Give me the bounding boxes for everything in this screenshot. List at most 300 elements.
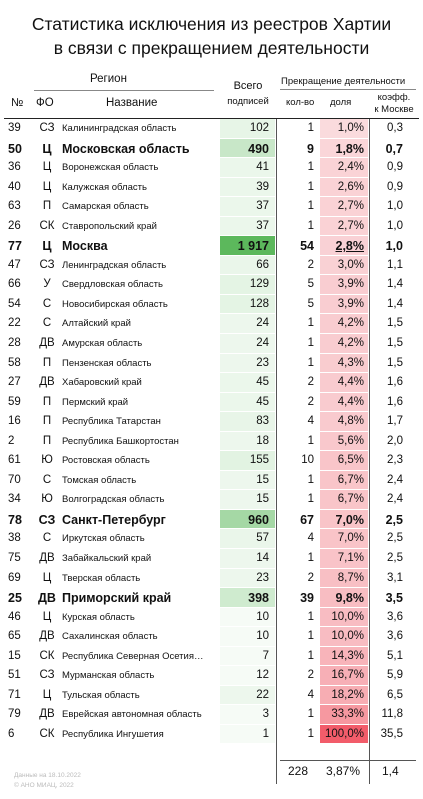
termination-share-cell-value: 100,0% — [324, 727, 364, 740]
termination-share-cell-value: 7,1% — [337, 552, 364, 565]
termination-share-cell — [320, 569, 368, 588]
coef-vs-moscow-cell-value: 3,6 — [387, 610, 403, 623]
table-row — [0, 451, 423, 471]
region-name: Москва — [62, 239, 108, 254]
name-header: Название — [106, 97, 158, 109]
termination-share-cell-value: 16,7% — [331, 669, 364, 682]
federal-district: ДВ — [39, 376, 55, 389]
table-row — [0, 354, 423, 374]
total-signatures-cell-value: 128 — [249, 297, 269, 310]
termination-share-cell — [320, 549, 368, 568]
total-signatures-cell — [220, 178, 275, 197]
region-name: Свердловская область — [62, 279, 163, 291]
total-signatures-cell — [220, 119, 275, 138]
table-row — [0, 490, 423, 510]
federal-district: ДВ — [38, 591, 56, 606]
total-signatures-cell-value: 1 — [262, 727, 269, 740]
termination-share-cell — [320, 334, 368, 353]
total-signatures-cell — [220, 608, 275, 627]
coef-vs-moscow-cell-value: 1,6 — [387, 395, 403, 408]
region-name: Тверская область — [62, 572, 141, 584]
total-signatures-cell-value: 39 — [256, 180, 269, 193]
total-signatures-cell-value: 23 — [256, 571, 269, 584]
total-signatures-cell — [220, 490, 275, 509]
region-name: Волгоградская область — [62, 494, 165, 506]
termination-share-cell-value: 18,2% — [331, 688, 364, 701]
table-row — [0, 529, 423, 549]
table-row — [0, 295, 423, 315]
termination-share-cell-value: 2,7% — [337, 200, 364, 213]
total-signatures-cell — [220, 569, 275, 588]
table-row — [0, 549, 423, 569]
termination-share-cell — [320, 451, 368, 470]
count-header: кол-во — [286, 97, 315, 108]
coef-vs-moscow-cell-value: 6,5 — [387, 688, 403, 701]
region-name: Московская область — [62, 141, 190, 156]
region-name: Амурская область — [62, 338, 143, 350]
region-name: Калининградская область — [62, 123, 177, 134]
federal-district: СЗ — [39, 122, 55, 134]
region-number: 16 — [8, 415, 21, 428]
federal-district: Ц — [42, 610, 52, 623]
coef-vs-moscow-cell-value: 0,9 — [387, 180, 403, 193]
region-number: 47 — [8, 258, 21, 271]
region-name: Калужская область — [62, 181, 147, 193]
total-signatures-cell-value: 57 — [256, 532, 269, 545]
coef-vs-moscow-cell-value: 0,9 — [387, 161, 403, 174]
region-name: Новосибирская область — [62, 298, 168, 310]
federal-district: ДВ — [39, 337, 55, 350]
region-name: Мурманская область — [62, 670, 155, 682]
total-signatures-cell — [220, 197, 275, 216]
region-name: Тульская область — [62, 689, 140, 701]
termination-share-cell — [320, 510, 368, 529]
termination-share-cell-value: 8,7% — [337, 571, 364, 584]
table-row — [0, 373, 423, 393]
column-separator — [276, 119, 277, 784]
total-signatures-cell — [220, 334, 275, 353]
region-name: Республика Башкортостан — [62, 435, 179, 447]
total-signatures-cell-value: 1 917 — [237, 239, 269, 254]
share-header: доля — [330, 97, 352, 108]
region-number: 46 — [8, 610, 21, 623]
coef-vs-moscow-cell-value: 35,5 — [380, 727, 403, 740]
total-signatures-cell-value: 3 — [262, 708, 269, 721]
region-number: 51 — [8, 669, 21, 682]
termination-count-cell-value: 67 — [300, 512, 314, 527]
region-name: Республика Ингушетия — [62, 728, 164, 740]
region-name: Ростовская область — [62, 455, 150, 467]
coef-vs-moscow-cell-value: 2,5 — [385, 512, 403, 527]
coef-vs-moscow-cell-value: 2,3 — [387, 454, 403, 467]
termination-share-cell — [320, 178, 368, 197]
table-row — [0, 275, 423, 295]
region-number: 26 — [8, 219, 21, 232]
termination-count-cell-value: 1 — [307, 180, 314, 193]
total-signatures-cell — [220, 666, 275, 685]
total-signatures-cell-value: 155 — [249, 454, 269, 467]
region-number: 70 — [8, 473, 21, 486]
table-row — [0, 725, 423, 745]
copyright-note: © АНО МИАЦ, 2022 — [14, 782, 74, 789]
region-name: Забайкальский край — [62, 553, 152, 565]
region-name: Воронежская область — [62, 162, 159, 174]
coef-vs-moscow-cell-value: 1,6 — [387, 376, 403, 389]
total-signatures-cell — [220, 627, 275, 646]
termination-share-cell — [320, 197, 368, 216]
table-row — [0, 686, 423, 706]
total-count: 228 — [288, 764, 309, 778]
termination-count-cell-value: 1 — [307, 493, 314, 506]
total-signatures-cell — [220, 275, 275, 294]
termination-share-cell-value: 5,6% — [337, 434, 364, 447]
coef-vs-moscow-cell-value: 0,3 — [387, 122, 403, 134]
coef-vs-moscow-cell-value: 2,4 — [387, 493, 403, 506]
termination-count-cell-value: 39 — [300, 591, 314, 606]
termination-share-cell — [320, 373, 368, 392]
federal-district: С — [42, 297, 52, 310]
total-coef: 1,4 — [382, 764, 399, 778]
table-row — [0, 217, 423, 237]
table-row — [0, 647, 423, 667]
coef-header-line1: коэфф. — [377, 92, 411, 103]
termination-share-cell-value: 6,7% — [337, 493, 364, 506]
region-group-header: Регион — [90, 73, 127, 85]
table-row — [0, 139, 423, 159]
total-signatures-cell — [220, 529, 275, 548]
total-signatures-cell-value: 10 — [256, 630, 269, 643]
region-number: 79 — [8, 708, 21, 721]
coef-vs-moscow-cell-value: 2,5 — [387, 532, 403, 545]
termination-count-cell-value: 2 — [307, 258, 314, 271]
region-number: 40 — [8, 180, 21, 193]
termination-share-cell-value: 6,5% — [337, 454, 364, 467]
termination-count-cell-value: 1 — [307, 317, 314, 330]
total-signatures-cell — [220, 412, 275, 431]
region-name: Приморский край — [62, 591, 172, 606]
total-signatures-cell — [220, 373, 275, 392]
table-row — [0, 510, 423, 530]
termination-share-cell — [320, 139, 368, 158]
federal-district: СК — [39, 219, 55, 232]
termination-share-cell — [320, 158, 368, 177]
termination-count-cell-value: 2 — [307, 669, 314, 682]
total-signatures-cell — [220, 510, 275, 529]
table-row — [0, 588, 423, 608]
total-signatures-cell-value: 102 — [249, 122, 269, 134]
termination-share-cell-value: 2,6% — [337, 180, 364, 193]
region-number: 2 — [8, 434, 15, 447]
total-signatures-cell-value: 14 — [256, 552, 269, 565]
region-name: Республика Татарстан — [62, 416, 161, 428]
fo-header: ФО — [36, 97, 54, 109]
region-name: Ставропольский край — [62, 220, 157, 232]
termination-share-cell — [320, 314, 368, 333]
total-signatures-cell-value: 15 — [256, 473, 269, 486]
termination-share-cell — [320, 393, 368, 412]
federal-district: С — [42, 317, 52, 330]
termination-count-cell-value: 1 — [307, 337, 314, 350]
table-row — [0, 608, 423, 628]
table-row — [0, 705, 423, 725]
coef-vs-moscow-cell-value: 3,6 — [387, 630, 403, 643]
region-name: Хабаровский край — [62, 377, 142, 389]
termination-share-cell — [320, 256, 368, 275]
table-row — [0, 393, 423, 413]
coef-vs-moscow-cell-value: 1,5 — [387, 356, 403, 369]
termination-share-cell-value: 2,7% — [337, 219, 364, 232]
total-signatures-cell — [220, 354, 275, 373]
total-share: 3,87% — [326, 764, 361, 778]
termination-share-cell — [320, 705, 368, 724]
region-number: 38 — [8, 532, 21, 545]
total-signatures-cell-value: 37 — [256, 200, 269, 213]
termination-share-cell — [320, 432, 368, 451]
total-signatures-cell-value: 45 — [256, 395, 269, 408]
termination-count-cell-value: 4 — [307, 532, 314, 545]
termination-share-cell — [320, 471, 368, 490]
region-name: Сахалинская область — [62, 631, 158, 643]
region-number: 66 — [8, 278, 21, 291]
termination-count-cell-value: 1 — [307, 552, 314, 565]
federal-district: С — [42, 532, 52, 545]
termination-count-cell-value: 1 — [307, 708, 314, 721]
termination-share-cell-value: 4,8% — [337, 415, 364, 428]
total-signatures-cell-value: 490 — [248, 141, 269, 156]
coef-vs-moscow-cell-value: 3,1 — [387, 571, 403, 584]
termination-share-cell-value: 6,7% — [337, 473, 364, 486]
region-name: Самарская область — [62, 201, 149, 213]
coef-vs-moscow-cell-value: 1,5 — [387, 337, 403, 350]
region-number: 15 — [8, 649, 21, 662]
federal-district: Ц — [42, 239, 52, 254]
termination-count-cell-value: 5 — [307, 297, 314, 310]
table-row — [0, 256, 423, 276]
termination-share-cell-value: 10,0% — [331, 630, 364, 643]
region-number: 27 — [8, 376, 21, 389]
termination-share-cell-value: 3,9% — [337, 278, 364, 291]
region-number: 25 — [8, 591, 22, 606]
table-row — [0, 236, 423, 256]
termination-share-cell — [320, 666, 368, 685]
total-signatures-cell — [220, 686, 275, 705]
coef-vs-moscow-cell-value: 1,5 — [387, 317, 403, 330]
termination-count-cell-value: 9 — [307, 141, 314, 156]
region-number: 36 — [8, 161, 21, 174]
total-signatures-cell — [220, 393, 275, 412]
termination-share-cell — [320, 217, 368, 236]
federal-district: ДВ — [39, 708, 55, 721]
total-signatures-cell — [220, 647, 275, 666]
termination-count-cell-value: 2 — [307, 395, 314, 408]
data-date-note: Данные на 18.10.2022 — [14, 772, 81, 779]
federal-district: П — [42, 434, 52, 447]
region-group-line — [34, 90, 214, 91]
termination-count-cell-value: 4 — [307, 688, 314, 701]
termination-share-cell — [320, 529, 368, 548]
termination-share-cell-value: 3,0% — [337, 258, 364, 271]
total-signatures-cell-value: 37 — [256, 219, 269, 232]
termination-count-cell-value: 54 — [300, 239, 314, 254]
region-name: Санкт-Петербург — [62, 512, 166, 527]
coef-vs-moscow-cell-value: 1,1 — [387, 258, 403, 271]
coef-header-line2: к Москве — [374, 104, 414, 115]
table-row — [0, 334, 423, 354]
coef-vs-moscow-cell-value: 1,4 — [387, 297, 403, 310]
total-signatures-cell-value: 24 — [256, 317, 269, 330]
total-signatures-cell — [220, 256, 275, 275]
region-name: Еврейская автономная область — [62, 709, 202, 721]
total-signatures-cell — [220, 295, 275, 314]
region-name: Республика Северная Осетия… — [62, 650, 204, 662]
termination-count-cell-value: 1 — [307, 434, 314, 447]
table-row — [0, 666, 423, 686]
termination-share-cell-value: 4,2% — [337, 337, 364, 350]
total-signatures-cell — [220, 471, 275, 490]
federal-district: С — [42, 473, 52, 486]
termination-share-cell-value: 10,0% — [331, 610, 364, 623]
termination-share-cell-value: 2,4% — [337, 161, 364, 174]
termination-share-cell — [320, 412, 368, 431]
coef-vs-moscow-cell-value: 0,7 — [385, 141, 403, 156]
coef-vs-moscow-cell-value: 1,4 — [387, 278, 403, 291]
coef-vs-moscow-cell-value: 2,5 — [387, 552, 403, 565]
total-signatures-cell-value: 12 — [256, 669, 269, 682]
termination-count-cell-value: 1 — [307, 219, 314, 232]
total-signatures-cell-value: 83 — [256, 415, 269, 428]
termination-share-cell-value: 2,8% — [335, 239, 364, 254]
region-number: 22 — [8, 317, 21, 330]
federal-district: ДВ — [39, 630, 55, 643]
termination-share-cell-value: 7,0% — [335, 512, 364, 527]
termination-count-cell-value: 2 — [307, 571, 314, 584]
region-number: 69 — [8, 571, 21, 584]
title-line-1: Статистика исключения из реестров Хартии — [31, 14, 392, 34]
region-number: 39 — [8, 122, 21, 134]
region-number: 61 — [8, 454, 21, 467]
region-number: 78 — [8, 512, 22, 527]
table-row — [0, 314, 423, 334]
column-separator — [369, 119, 370, 784]
termination-count-cell-value: 1 — [307, 356, 314, 369]
total-header-line1: Всего — [233, 80, 263, 92]
total-header-line2: подписей — [227, 96, 269, 107]
federal-district: СЗ — [38, 512, 56, 527]
termination-share-cell — [320, 490, 368, 509]
table-body — [0, 119, 423, 745]
total-signatures-cell-value: 398 — [248, 591, 269, 606]
table-row — [0, 471, 423, 491]
federal-district: Ц — [42, 161, 52, 174]
termination-count-cell-value: 5 — [307, 278, 314, 291]
federal-district: П — [42, 395, 52, 408]
termination-share-cell — [320, 354, 368, 373]
termination-count-cell-value: 1 — [307, 200, 314, 213]
region-number: 77 — [8, 239, 22, 254]
termination-share-cell-value: 33,3% — [331, 708, 364, 721]
federal-district: П — [42, 356, 52, 369]
total-signatures-cell-value: 7 — [262, 649, 269, 662]
termination-share-cell-value: 1,0% — [337, 122, 364, 134]
table-row — [0, 432, 423, 452]
termination-count-cell-value: 1 — [307, 630, 314, 643]
region-number: 58 — [8, 356, 21, 369]
termination-share-cell-value: 4,4% — [337, 376, 364, 389]
termination-share-cell-value: 1,8% — [335, 141, 364, 156]
termination-share-cell — [320, 275, 368, 294]
termination-count-cell-value: 4 — [307, 415, 314, 428]
termination-share-cell — [320, 295, 368, 314]
region-number: 34 — [8, 493, 21, 506]
termination-share-cell — [320, 119, 368, 138]
total-signatures-cell-value: 10 — [256, 610, 269, 623]
coef-vs-moscow-cell-value: 2,4 — [387, 473, 403, 486]
total-signatures-cell-value: 129 — [249, 278, 269, 291]
title-line-2: в связи с прекращением деятельности — [53, 38, 370, 58]
federal-district: СК — [39, 649, 55, 662]
region-number: 75 — [8, 552, 21, 565]
coef-vs-moscow-cell-value: 11,8 — [381, 708, 403, 721]
table-row — [0, 119, 423, 139]
total-signatures-cell — [220, 432, 275, 451]
federal-district: П — [42, 415, 52, 428]
federal-district: У — [43, 278, 51, 291]
region-name: Томская область — [62, 474, 137, 486]
termination-count-cell-value: 1 — [307, 727, 314, 740]
table-row — [0, 627, 423, 647]
total-signatures-cell — [220, 588, 275, 607]
total-signatures-cell — [220, 314, 275, 333]
termination-share-cell — [320, 627, 368, 646]
federal-district: СЗ — [39, 258, 55, 271]
coef-vs-moscow-cell-value: 1,7 — [387, 415, 403, 428]
total-signatures-cell-value: 45 — [256, 376, 269, 389]
total-signatures-cell-value: 960 — [248, 512, 269, 527]
total-signatures-cell-value: 18 — [256, 434, 269, 447]
federal-district: Ц — [42, 688, 52, 701]
table-row — [0, 178, 423, 198]
totals-rule — [280, 760, 416, 761]
federal-district: Ц — [42, 571, 52, 584]
total-signatures-cell — [220, 139, 275, 158]
region-number: 28 — [8, 337, 21, 350]
total-signatures-cell — [220, 451, 275, 470]
region-number: 63 — [8, 200, 21, 213]
region-number: 6 — [8, 727, 15, 740]
termination-share-cell — [320, 236, 368, 255]
federal-district: П — [42, 200, 52, 213]
termination-count-cell-value: 1 — [307, 610, 314, 623]
table-row — [0, 569, 423, 589]
coef-vs-moscow-cell-value: 3,5 — [385, 591, 403, 606]
coef-vs-moscow-cell-value: 5,1 — [387, 649, 403, 662]
region-number: 65 — [8, 630, 21, 643]
federal-district: Ц — [42, 141, 52, 156]
federal-district: ДВ — [39, 552, 55, 565]
total-signatures-cell-value: 24 — [256, 337, 269, 350]
termination-share-cell-value: 4,4% — [337, 395, 364, 408]
termination-share-cell-value: 7,0% — [337, 532, 364, 545]
termination-count-cell-value: 1 — [307, 161, 314, 174]
table-row — [0, 158, 423, 178]
region-number: 71 — [8, 688, 21, 701]
federal-district: Ю — [41, 454, 53, 467]
termination-share-cell-value: 4,2% — [337, 317, 364, 330]
num-header: № — [11, 97, 24, 109]
region-name: Ленинградская область — [62, 259, 167, 271]
termination-share-cell — [320, 725, 368, 744]
region-name: Курская область — [62, 611, 135, 623]
